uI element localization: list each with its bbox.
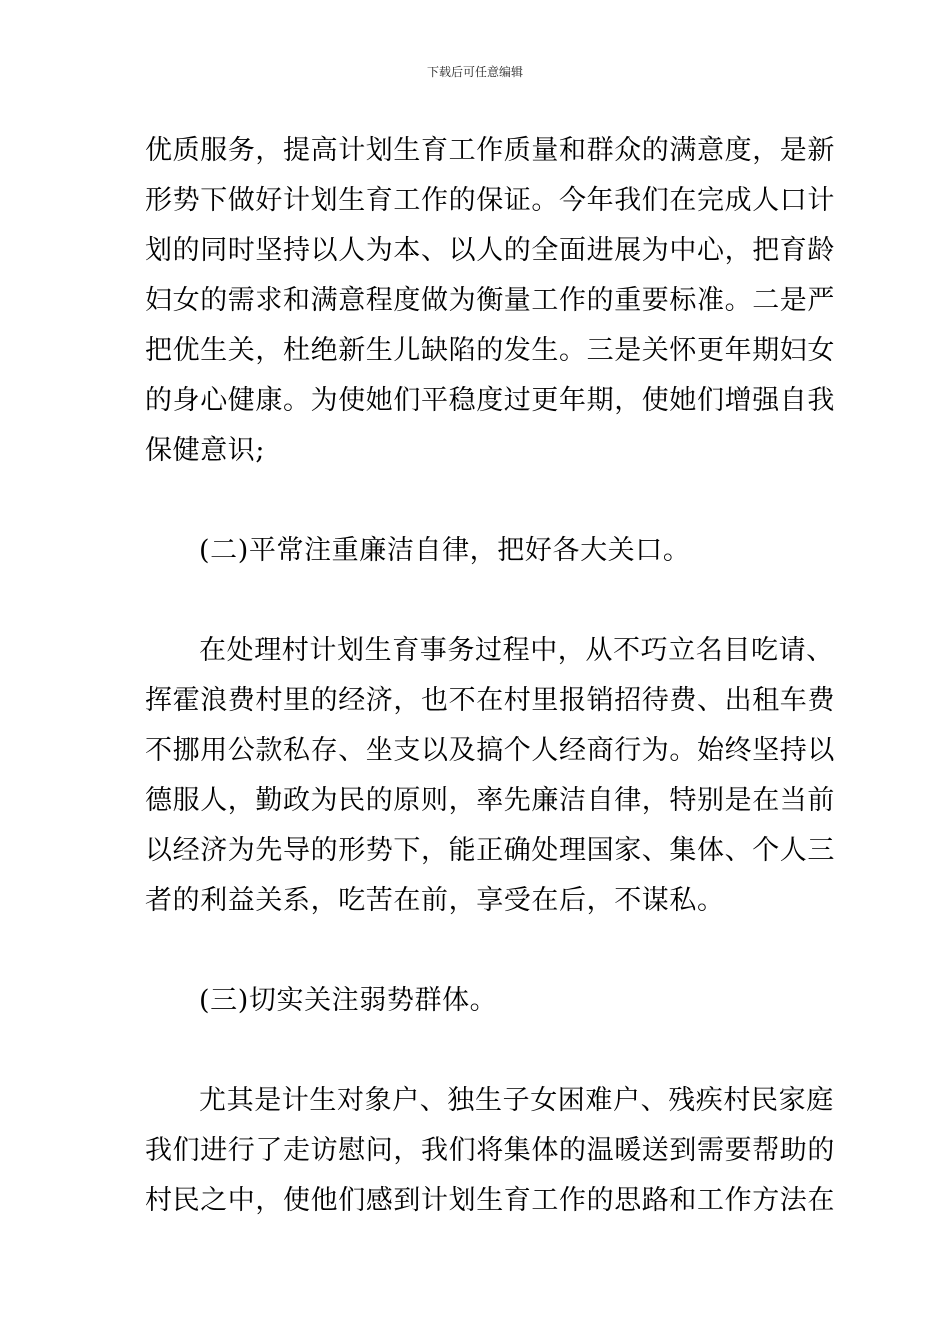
paragraph: [145, 626, 835, 926]
paragraph-spacer: [145, 926, 810, 976]
paragraph: [145, 1076, 835, 1226]
text-line: 优质服务，提高计划生育工作质量和群众的满意度，是新: [145, 135, 835, 166]
text-line: 村民之中，使他们感到计划生育工作的思路和工作方法在: [145, 1185, 835, 1216]
text-line: 者的利益关系，吃苦在前，享受在后，不谋私。: [145, 885, 725, 916]
page-header: 下载后可任意编辑: [426, 65, 523, 79]
text-line: 在处理村计划生育事务过程中，从不巧立名目吃请、: [199, 635, 834, 666]
text-line: 保健意识;: [145, 435, 266, 466]
heading-line: (三)切实关注弱势群体。: [199, 985, 498, 1016]
paragraph-spacer: [145, 1026, 810, 1076]
paragraph-spacer: [145, 476, 810, 526]
text-line: 把优生关，杜绝新生儿缺陷的发生。三是关怀更年期妇女: [145, 335, 835, 366]
text-line: 挥霍浪费村里的经济，也不在村里报销招待费、出租车费: [145, 685, 835, 716]
paragraph-spacer: [145, 576, 810, 626]
text-line: 不挪用公款私存、坐支以及搞个人经商行为。始终坚持以: [145, 735, 835, 766]
section-heading: [145, 526, 810, 576]
section-heading: [145, 976, 810, 1026]
text-line: 我们进行了走访慰问，我们将集体的温暖送到需要帮助的: [145, 1135, 835, 1166]
text-line: 尤其是计生对象户、独生子女困难户、残疾村民家庭: [199, 1085, 834, 1116]
text-line: 的身心健康。为使她们平稳度过更年期，使她们增强自我: [145, 385, 835, 416]
text-line: 划的同时坚持以人为本、以人的全面进展为中心，把育龄: [145, 235, 835, 266]
text-line: 形势下做好计划生育工作的保证。今年我们在完成人口计: [145, 185, 835, 216]
heading-line: (二)平常注重廉洁自律，把好各大关口。: [199, 535, 691, 566]
text-line: 以经济为先导的形势下，能正确处理国家、集体、个人三: [145, 835, 835, 866]
paragraph: [145, 126, 835, 476]
text-line: 德服人，勤政为民的原则，率先廉洁自律，特别是在当前: [145, 785, 835, 816]
text-line: 妇女的需求和满意程度做为衡量工作的重要标准。二是严: [145, 285, 835, 316]
document-body: [145, 126, 835, 1226]
